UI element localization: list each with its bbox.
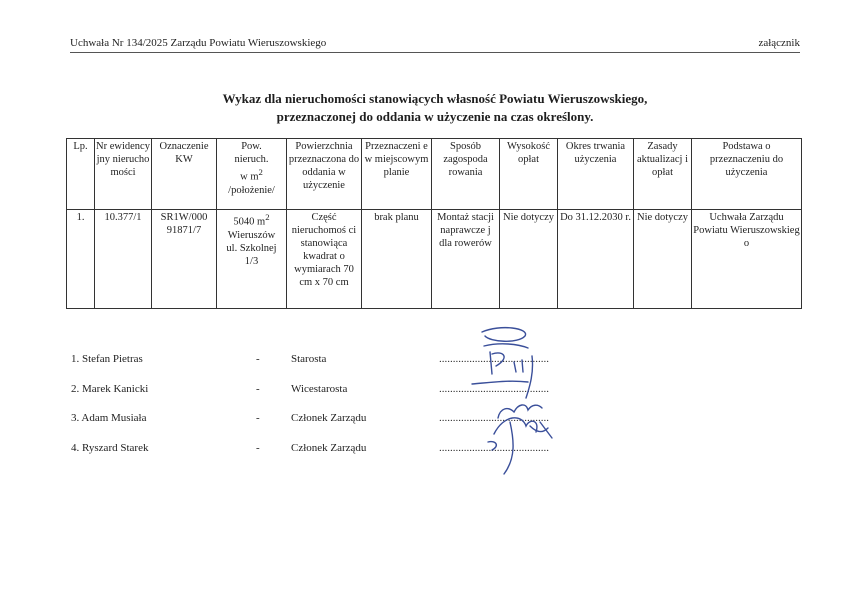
separator: -: [256, 353, 260, 365]
separator: -: [256, 441, 260, 454]
col-use: Sposób zagospoda rowania: [432, 139, 500, 210]
col-lent-area: Powierzchnia przeznaczona do oddania w użyczenie: [287, 139, 362, 210]
property-table: [66, 138, 802, 309]
cell-lent-area: Część nieruchomoś ci stanowiąca kwadrat o wymiarach 70 cm x 70 cm: [287, 210, 362, 309]
member-role: Członek Zarządu: [291, 441, 367, 454]
col-fee-rules: Zasady aktualizacj i opłat: [634, 139, 692, 210]
member-name: 2. Marek Kanicki: [71, 382, 149, 395]
cell-zoning: brak planu: [362, 210, 432, 309]
signature-stroke: [530, 422, 552, 438]
member-role: Członek Zarządu: [291, 412, 367, 424]
handwritten-signatures-image: [470, 322, 580, 482]
cell-land-register: SR1W/000 91871/7: [152, 210, 217, 309]
cell-legal-basis: Uchwała Zarządu Powiatu Wieruszowskieg o: [692, 210, 802, 309]
signature-stroke: [490, 352, 492, 374]
title-line-2: przeznaczonej do oddania w użyczenie na czas określony.: [276, 109, 594, 124]
member-name: 3. Adam Musiała: [71, 412, 147, 424]
signature-stroke: [504, 422, 513, 474]
title-line-1: Wykaz dla nieruchomości stanowiących własność Powiatu Wieruszowskiego,: [222, 91, 648, 106]
col-area-location: Pow. nieruch. w $m^2$ /położenie/: [217, 139, 287, 210]
cell-period: Do 31.12.2030 r.: [558, 210, 634, 309]
cell-lp: 1.: [67, 210, 95, 309]
cell-parcel-number: 10.377/1: [95, 210, 152, 309]
signature-line: ........................................: [439, 353, 549, 365]
signature-stroke: [482, 328, 526, 342]
page-header: [70, 37, 800, 53]
cell-fees: Nie dotyczy: [500, 210, 558, 309]
signature-line: ........................................: [439, 441, 549, 454]
member-name: 4. Ryszard Starek: [71, 441, 149, 454]
header-attachment: załącznik: [758, 37, 800, 49]
cell-area-location: 5040 $m^2$ Wieruszów ul. Szkolnej 1/3: [217, 210, 287, 309]
signature-line: ........................................: [439, 382, 549, 395]
signature-stroke: [498, 405, 542, 418]
signature-stroke: [526, 356, 533, 398]
signature-stroke: [472, 381, 528, 384]
signature-line: ........................................: [439, 412, 549, 424]
signature-stroke: [484, 344, 528, 348]
signature-stroke: [488, 442, 496, 450]
member-role: Starosta: [291, 353, 327, 365]
separator: -: [256, 412, 260, 424]
cell-use: Montaż stacji naprawcze j dla rowerów: [432, 210, 500, 309]
document-title: [70, 90, 800, 126]
col-fees: Wysokość opłat: [500, 139, 558, 210]
member-role: Wicestarosta: [291, 382, 348, 395]
col-zoning: Przeznaczeni e w miejscowym planie: [362, 139, 432, 210]
separator: -: [256, 382, 260, 395]
col-period: Okres trwania użyczenia: [558, 139, 634, 210]
cell-fee-rules: Nie dotyczy: [634, 210, 692, 309]
table-row: [67, 210, 802, 309]
header-resolution: Uchwała Nr 134/2025 Zarządu Powiatu Wieruszowskiego: [70, 37, 327, 49]
col-land-register: Oznaczenie KW: [152, 139, 217, 210]
col-lp: Lp.: [67, 139, 95, 210]
col-legal-basis: Podstawa o przeznaczeniu do użyczenia: [692, 139, 802, 210]
signature-stroke: [492, 353, 504, 366]
col-parcel-number: Nr ewidency jny nierucho mości: [95, 139, 152, 210]
member-name: 1. Stefan Pietras: [71, 353, 143, 365]
table-header-row: [67, 139, 802, 210]
signature-stroke: [514, 360, 523, 372]
